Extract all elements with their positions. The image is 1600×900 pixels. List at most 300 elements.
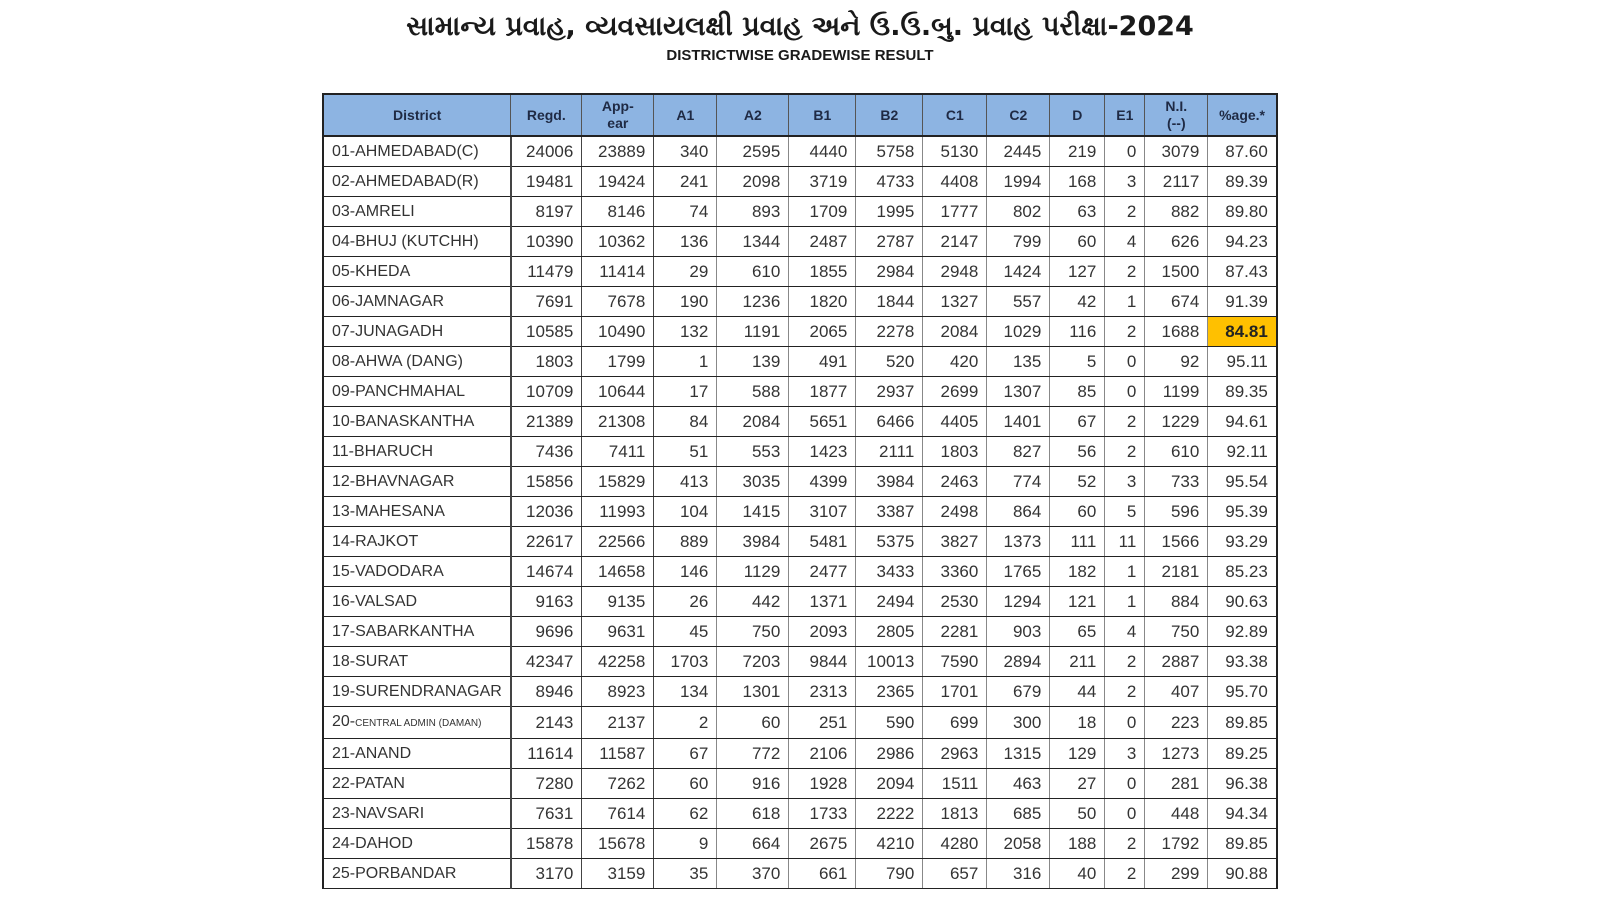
b2-cell: 1844 bbox=[856, 287, 923, 317]
appear-cell: 9135 bbox=[582, 587, 654, 617]
table-row bbox=[323, 437, 1277, 467]
column-header-c1: C1 bbox=[923, 94, 987, 136]
a1-cell: 84 bbox=[654, 407, 717, 437]
appear-cell: 9631 bbox=[582, 617, 654, 647]
e1-cell: 2 bbox=[1105, 437, 1145, 467]
pct-cell: 85.23 bbox=[1208, 557, 1277, 587]
d-cell: 42 bbox=[1050, 287, 1105, 317]
pct-cell: 93.29 bbox=[1208, 527, 1277, 557]
c2-cell: 135 bbox=[987, 347, 1050, 377]
a1-cell: 104 bbox=[654, 497, 717, 527]
e1-cell: 0 bbox=[1105, 136, 1145, 167]
d-cell: 40 bbox=[1050, 859, 1105, 889]
appear-cell: 22566 bbox=[582, 527, 654, 557]
regd-cell: 8197 bbox=[511, 197, 582, 227]
district-code: 15- bbox=[332, 563, 356, 580]
e1-cell: 5 bbox=[1105, 497, 1145, 527]
b1-cell: 2675 bbox=[789, 829, 856, 859]
c1-cell: 2963 bbox=[923, 739, 987, 769]
b2-cell: 2365 bbox=[856, 677, 923, 707]
a1-cell: 1703 bbox=[654, 647, 717, 677]
pct-cell: 89.35 bbox=[1208, 377, 1277, 407]
b1-cell: 2313 bbox=[789, 677, 856, 707]
b1-cell: 5481 bbox=[789, 527, 856, 557]
b1-cell: 1709 bbox=[789, 197, 856, 227]
ni-cell: 1500 bbox=[1145, 257, 1208, 287]
page-title: સામાન્ય પ્રવાહ, વ્યવસાયલક્ષી પ્રવાહ અને ઉ.ઉ.બુ. પ્રવાહ પરીક્ષા-2024 bbox=[406, 11, 1194, 42]
e1-cell: 0 bbox=[1105, 347, 1145, 377]
district-name: CENTRAL ADMIN (DAMAN) bbox=[355, 718, 482, 729]
a2-cell: 1191 bbox=[717, 317, 789, 347]
c2-cell: 799 bbox=[987, 227, 1050, 257]
district-name: BHUJ (KUTCHH) bbox=[355, 233, 479, 250]
b2-cell: 520 bbox=[856, 347, 923, 377]
e1-cell: 0 bbox=[1105, 377, 1145, 407]
pct-cell: 95.70 bbox=[1208, 677, 1277, 707]
district-name: RAJKOT bbox=[355, 533, 419, 550]
b2-cell: 3984 bbox=[856, 467, 923, 497]
a1-cell: 51 bbox=[654, 437, 717, 467]
district-name: KHEDA bbox=[355, 263, 411, 280]
appear-cell: 7411 bbox=[582, 437, 654, 467]
column-header-ni bbox=[1145, 94, 1208, 136]
column-header-a1: A1 bbox=[654, 94, 717, 136]
table-body bbox=[323, 136, 1277, 889]
e1-cell: 0 bbox=[1105, 707, 1145, 739]
ni-cell: 1273 bbox=[1145, 739, 1208, 769]
a2-cell: 2595 bbox=[717, 136, 789, 167]
a2-cell: 2084 bbox=[717, 407, 789, 437]
e1-cell: 11 bbox=[1105, 527, 1145, 557]
ni-cell: 448 bbox=[1145, 799, 1208, 829]
district-cell bbox=[323, 617, 511, 647]
c1-cell: 420 bbox=[923, 347, 987, 377]
c2-cell: 827 bbox=[987, 437, 1050, 467]
b2-cell: 2805 bbox=[856, 617, 923, 647]
e1-cell: 1 bbox=[1105, 587, 1145, 617]
column-header-percentage: %age.* bbox=[1208, 94, 1277, 136]
a2-cell: 3035 bbox=[717, 467, 789, 497]
c2-cell: 903 bbox=[987, 617, 1050, 647]
b2-cell: 2094 bbox=[856, 769, 923, 799]
a1-cell: 2 bbox=[654, 707, 717, 739]
district-code: 05- bbox=[332, 263, 356, 280]
c1-cell: 5130 bbox=[923, 136, 987, 167]
table-row bbox=[323, 707, 1277, 739]
d-cell: 65 bbox=[1050, 617, 1105, 647]
b2-cell: 790 bbox=[856, 859, 923, 889]
district-name: AHMEDABAD(R) bbox=[355, 173, 479, 190]
table-row bbox=[323, 829, 1277, 859]
pct-cell: 94.34 bbox=[1208, 799, 1277, 829]
appear-cell: 8923 bbox=[582, 677, 654, 707]
b1-cell: 2477 bbox=[789, 557, 856, 587]
district-name: SURAT bbox=[355, 653, 409, 670]
table-row bbox=[323, 527, 1277, 557]
a1-cell: 134 bbox=[654, 677, 717, 707]
d-cell: 111 bbox=[1050, 527, 1105, 557]
district-name: SABARKANTHA bbox=[355, 623, 475, 640]
district-cell bbox=[323, 437, 511, 467]
d-cell: 67 bbox=[1050, 407, 1105, 437]
district-cell bbox=[323, 257, 511, 287]
e1-cell: 2 bbox=[1105, 257, 1145, 287]
c2-cell: 1765 bbox=[987, 557, 1050, 587]
d-cell: 44 bbox=[1050, 677, 1105, 707]
regd-cell: 7631 bbox=[511, 799, 582, 829]
district-code: 06- bbox=[332, 293, 356, 310]
district-cell bbox=[323, 317, 511, 347]
c1-cell: 1511 bbox=[923, 769, 987, 799]
appear-cell: 7262 bbox=[582, 769, 654, 799]
b2-cell: 10013 bbox=[856, 647, 923, 677]
c2-cell: 2058 bbox=[987, 829, 1050, 859]
ni-cell: 626 bbox=[1145, 227, 1208, 257]
regd-cell: 15856 bbox=[511, 467, 582, 497]
regd-cell: 7436 bbox=[511, 437, 582, 467]
ni-cell: 733 bbox=[1145, 467, 1208, 497]
b2-cell: 1995 bbox=[856, 197, 923, 227]
district-code: 12- bbox=[332, 473, 356, 490]
a1-cell: 62 bbox=[654, 799, 717, 829]
c1-cell: 1813 bbox=[923, 799, 987, 829]
c1-cell: 1327 bbox=[923, 287, 987, 317]
pct-cell: 94.23 bbox=[1208, 227, 1277, 257]
b1-cell: 3107 bbox=[789, 497, 856, 527]
pct-cell: 96.38 bbox=[1208, 769, 1277, 799]
ni-cell: 1199 bbox=[1145, 377, 1208, 407]
c1-cell: 2948 bbox=[923, 257, 987, 287]
appear-cell: 21308 bbox=[582, 407, 654, 437]
b2-cell: 2278 bbox=[856, 317, 923, 347]
regd-cell: 19481 bbox=[511, 167, 582, 197]
a1-cell: 67 bbox=[654, 739, 717, 769]
table-row bbox=[323, 677, 1277, 707]
appear-cell: 3159 bbox=[582, 859, 654, 889]
table-header-row bbox=[323, 94, 1277, 136]
a1-cell: 340 bbox=[654, 136, 717, 167]
district-code: 02- bbox=[332, 173, 356, 190]
a2-cell: 442 bbox=[717, 587, 789, 617]
c1-cell: 699 bbox=[923, 707, 987, 739]
c2-cell: 685 bbox=[987, 799, 1050, 829]
b1-cell: 2093 bbox=[789, 617, 856, 647]
a1-cell: 413 bbox=[654, 467, 717, 497]
c2-cell: 2894 bbox=[987, 647, 1050, 677]
a1-cell: 190 bbox=[654, 287, 717, 317]
ni-cell: 2887 bbox=[1145, 647, 1208, 677]
d-cell: 60 bbox=[1050, 497, 1105, 527]
a1-cell: 74 bbox=[654, 197, 717, 227]
c2-cell: 864 bbox=[987, 497, 1050, 527]
district-code: 04- bbox=[332, 233, 356, 250]
ni-label-line1: N.I. bbox=[1165, 98, 1188, 114]
ni-cell: 750 bbox=[1145, 617, 1208, 647]
a2-cell: 1236 bbox=[717, 287, 789, 317]
ni-cell: 674 bbox=[1145, 287, 1208, 317]
b1-cell: 4399 bbox=[789, 467, 856, 497]
table-row bbox=[323, 647, 1277, 677]
d-cell: 85 bbox=[1050, 377, 1105, 407]
c1-cell: 1803 bbox=[923, 437, 987, 467]
ni-cell: 1229 bbox=[1145, 407, 1208, 437]
a1-cell: 132 bbox=[654, 317, 717, 347]
regd-cell: 11614 bbox=[511, 739, 582, 769]
regd-cell: 42347 bbox=[511, 647, 582, 677]
regd-cell: 15878 bbox=[511, 829, 582, 859]
ni-cell: 1792 bbox=[1145, 829, 1208, 859]
regd-cell: 3170 bbox=[511, 859, 582, 889]
appear-cell: 8146 bbox=[582, 197, 654, 227]
a2-cell: 1301 bbox=[717, 677, 789, 707]
district-name: BHARUCH bbox=[353, 443, 434, 460]
a1-cell: 241 bbox=[654, 167, 717, 197]
c1-cell: 2699 bbox=[923, 377, 987, 407]
e1-cell: 2 bbox=[1105, 859, 1145, 889]
district-code: 24- bbox=[332, 835, 356, 852]
district-code: 10- bbox=[332, 413, 356, 430]
district-name: JAMNAGAR bbox=[355, 293, 445, 310]
b2-cell: 2984 bbox=[856, 257, 923, 287]
district-name: ANAND bbox=[355, 745, 412, 762]
regd-cell: 1803 bbox=[511, 347, 582, 377]
c1-cell: 3827 bbox=[923, 527, 987, 557]
a1-cell: 1 bbox=[654, 347, 717, 377]
regd-cell: 9163 bbox=[511, 587, 582, 617]
table-row bbox=[323, 859, 1277, 889]
c1-cell: 7590 bbox=[923, 647, 987, 677]
d-cell: 52 bbox=[1050, 467, 1105, 497]
a1-cell: 60 bbox=[654, 769, 717, 799]
c2-cell: 1424 bbox=[987, 257, 1050, 287]
regd-cell: 22617 bbox=[511, 527, 582, 557]
a2-cell: 588 bbox=[717, 377, 789, 407]
b2-cell: 2986 bbox=[856, 739, 923, 769]
e1-cell: 2 bbox=[1105, 829, 1145, 859]
c2-cell: 300 bbox=[987, 707, 1050, 739]
d-cell: 188 bbox=[1050, 829, 1105, 859]
table-row bbox=[323, 257, 1277, 287]
district-name: DAHOD bbox=[355, 835, 413, 852]
d-cell: 18 bbox=[1050, 707, 1105, 739]
district-results-table bbox=[322, 93, 1278, 889]
table-row bbox=[323, 317, 1277, 347]
d-cell: 50 bbox=[1050, 799, 1105, 829]
c2-cell: 2445 bbox=[987, 136, 1050, 167]
district-code: 22- bbox=[332, 775, 356, 792]
regd-cell: 10709 bbox=[511, 377, 582, 407]
column-header-e1: E1 bbox=[1105, 94, 1145, 136]
b2-cell: 2787 bbox=[856, 227, 923, 257]
c1-cell: 2530 bbox=[923, 587, 987, 617]
appear-cell: 42258 bbox=[582, 647, 654, 677]
pct-cell: 89.25 bbox=[1208, 739, 1277, 769]
district-cell bbox=[323, 739, 511, 769]
district-code: 23- bbox=[332, 805, 356, 822]
d-cell: 182 bbox=[1050, 557, 1105, 587]
d-cell: 121 bbox=[1050, 587, 1105, 617]
appear-cell: 15678 bbox=[582, 829, 654, 859]
district-cell bbox=[323, 829, 511, 859]
a1-cell: 136 bbox=[654, 227, 717, 257]
table-row bbox=[323, 497, 1277, 527]
e1-cell: 3 bbox=[1105, 167, 1145, 197]
district-cell bbox=[323, 799, 511, 829]
ni-cell: 407 bbox=[1145, 677, 1208, 707]
pct-cell: 87.60 bbox=[1208, 136, 1277, 167]
e1-cell: 1 bbox=[1105, 287, 1145, 317]
table-row bbox=[323, 799, 1277, 829]
pct-cell: 87.43 bbox=[1208, 257, 1277, 287]
district-name: NAVSARI bbox=[355, 805, 425, 822]
ni-cell: 610 bbox=[1145, 437, 1208, 467]
district-name: PANCHMAHAL bbox=[355, 383, 466, 400]
e1-cell: 4 bbox=[1105, 227, 1145, 257]
district-code: 17- bbox=[332, 623, 356, 640]
ni-cell: 299 bbox=[1145, 859, 1208, 889]
district-code: 20- bbox=[332, 713, 356, 730]
district-cell bbox=[323, 287, 511, 317]
c2-cell: 1373 bbox=[987, 527, 1050, 557]
district-name: MAHESANA bbox=[355, 503, 445, 520]
district-cell bbox=[323, 859, 511, 889]
district-cell bbox=[323, 227, 511, 257]
regd-cell: 10585 bbox=[511, 317, 582, 347]
page-subtitle: DISTRICTWISE GRADEWISE RESULT bbox=[666, 47, 934, 64]
district-name: BANASKANTHA bbox=[355, 413, 475, 430]
district-cell bbox=[323, 647, 511, 677]
a2-cell: 7203 bbox=[717, 647, 789, 677]
a2-cell: 1344 bbox=[717, 227, 789, 257]
appear-cell: 2137 bbox=[582, 707, 654, 739]
c1-cell: 4280 bbox=[923, 829, 987, 859]
table-row bbox=[323, 287, 1277, 317]
e1-cell: 1 bbox=[1105, 557, 1145, 587]
ni-cell: 596 bbox=[1145, 497, 1208, 527]
column-header-a2: A2 bbox=[717, 94, 789, 136]
a2-cell: 553 bbox=[717, 437, 789, 467]
c2-cell: 463 bbox=[987, 769, 1050, 799]
pct-cell: 89.80 bbox=[1208, 197, 1277, 227]
a1-cell: 26 bbox=[654, 587, 717, 617]
c2-cell: 1401 bbox=[987, 407, 1050, 437]
a2-cell: 618 bbox=[717, 799, 789, 829]
district-cell bbox=[323, 527, 511, 557]
e1-cell: 4 bbox=[1105, 617, 1145, 647]
a2-cell: 60 bbox=[717, 707, 789, 739]
appear-cell: 15829 bbox=[582, 467, 654, 497]
appear-cell: 1799 bbox=[582, 347, 654, 377]
district-name: VALSAD bbox=[355, 593, 418, 610]
d-cell: 5 bbox=[1050, 347, 1105, 377]
appear-cell: 10362 bbox=[582, 227, 654, 257]
d-cell: 127 bbox=[1050, 257, 1105, 287]
regd-cell: 24006 bbox=[511, 136, 582, 167]
regd-cell: 8946 bbox=[511, 677, 582, 707]
d-cell: 63 bbox=[1050, 197, 1105, 227]
b1-cell: 1820 bbox=[789, 287, 856, 317]
c2-cell: 1307 bbox=[987, 377, 1050, 407]
district-cell bbox=[323, 136, 511, 167]
column-header-d: D bbox=[1050, 94, 1105, 136]
district-cell bbox=[323, 167, 511, 197]
district-code: 11- bbox=[332, 443, 354, 460]
table-row bbox=[323, 136, 1277, 167]
b1-cell: 3719 bbox=[789, 167, 856, 197]
pct-cell: 95.54 bbox=[1208, 467, 1277, 497]
d-cell: 116 bbox=[1050, 317, 1105, 347]
district-cell bbox=[323, 347, 511, 377]
table-row bbox=[323, 557, 1277, 587]
table-row bbox=[323, 617, 1277, 647]
district-name: AHMEDABAD(C) bbox=[355, 143, 479, 160]
c2-cell: 557 bbox=[987, 287, 1050, 317]
a1-cell: 29 bbox=[654, 257, 717, 287]
c1-cell: 1701 bbox=[923, 677, 987, 707]
column-header-district: District bbox=[323, 94, 511, 136]
table-row bbox=[323, 407, 1277, 437]
a2-cell: 1415 bbox=[717, 497, 789, 527]
d-cell: 168 bbox=[1050, 167, 1105, 197]
c1-cell: 2463 bbox=[923, 467, 987, 497]
c2-cell: 679 bbox=[987, 677, 1050, 707]
table-row bbox=[323, 377, 1277, 407]
a2-cell: 772 bbox=[717, 739, 789, 769]
ni-label-line2: (--) bbox=[1166, 115, 1186, 131]
pct-cell: 89.39 bbox=[1208, 167, 1277, 197]
appear-cell: 10644 bbox=[582, 377, 654, 407]
district-code: 14- bbox=[332, 533, 356, 550]
b1-cell: 491 bbox=[789, 347, 856, 377]
a2-cell: 916 bbox=[717, 769, 789, 799]
e1-cell: 2 bbox=[1105, 317, 1145, 347]
a2-cell: 370 bbox=[717, 859, 789, 889]
column-header-c2: C2 bbox=[987, 94, 1050, 136]
district-code: 25- bbox=[332, 865, 356, 882]
regd-cell: 14674 bbox=[511, 557, 582, 587]
pct-cell: 91.39 bbox=[1208, 287, 1277, 317]
a2-cell: 893 bbox=[717, 197, 789, 227]
pct-cell-highlighted: 84.81 bbox=[1208, 317, 1277, 347]
regd-cell: 21389 bbox=[511, 407, 582, 437]
d-cell: 129 bbox=[1050, 739, 1105, 769]
district-name: BHAVNAGAR bbox=[355, 473, 455, 490]
pct-cell: 89.85 bbox=[1208, 707, 1277, 739]
appear-cell: 11587 bbox=[582, 739, 654, 769]
ni-cell: 281 bbox=[1145, 769, 1208, 799]
a1-cell: 17 bbox=[654, 377, 717, 407]
b2-cell: 6466 bbox=[856, 407, 923, 437]
district-name: SURENDRANAGAR bbox=[355, 683, 502, 700]
a1-cell: 889 bbox=[654, 527, 717, 557]
a2-cell: 1129 bbox=[717, 557, 789, 587]
a2-cell: 139 bbox=[717, 347, 789, 377]
district-code: 19- bbox=[332, 683, 356, 700]
e1-cell: 3 bbox=[1105, 467, 1145, 497]
d-cell: 211 bbox=[1050, 647, 1105, 677]
a2-cell: 610 bbox=[717, 257, 789, 287]
appear-label-line1: App- bbox=[601, 98, 634, 114]
appear-cell: 19424 bbox=[582, 167, 654, 197]
b2-cell: 4210 bbox=[856, 829, 923, 859]
a2-cell: 750 bbox=[717, 617, 789, 647]
table-row bbox=[323, 167, 1277, 197]
c2-cell: 316 bbox=[987, 859, 1050, 889]
b2-cell: 3433 bbox=[856, 557, 923, 587]
column-header-regd: Regd. bbox=[511, 94, 582, 136]
pct-cell: 89.85 bbox=[1208, 829, 1277, 859]
d-cell: 27 bbox=[1050, 769, 1105, 799]
